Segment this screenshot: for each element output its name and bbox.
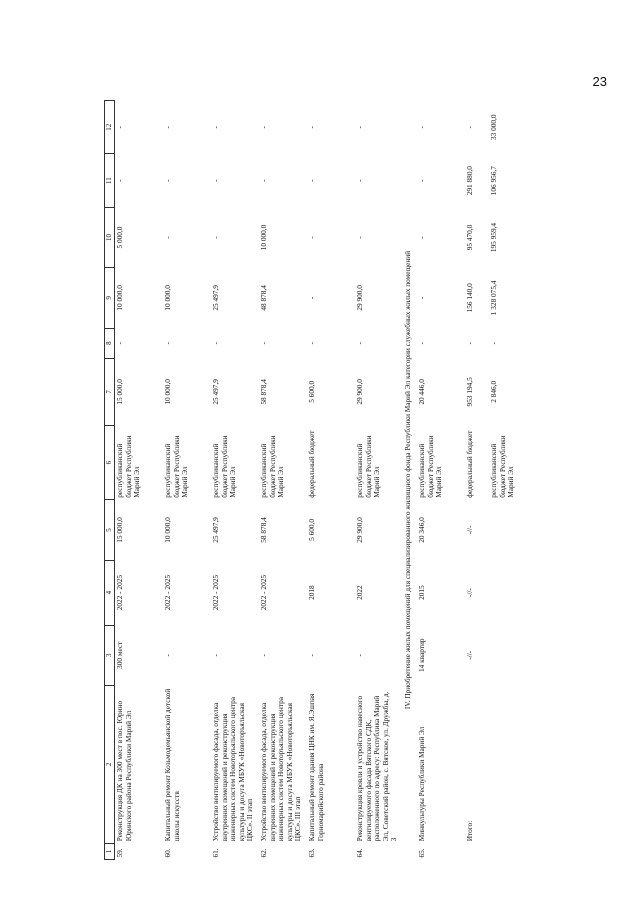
column-header: 8	[105, 328, 115, 358]
row-c10: -	[355, 236, 364, 239]
column-header: 5	[105, 500, 115, 560]
rotated-table-container	[104, 100, 529, 860]
total-c11: 106 956,7	[489, 166, 498, 196]
row-period: 2015	[417, 585, 426, 600]
row-number: 61.	[211, 848, 220, 858]
row-source: республиканский бюджет Республики Марий Эл	[417, 435, 444, 498]
total-sum: 2 846,0	[489, 380, 498, 403]
row-c9: 25 497,9	[211, 285, 220, 311]
row-c12: -	[417, 126, 426, 129]
row-c12: -	[211, 126, 220, 129]
row-source: республиканский бюджет Республики Марий Эл	[115, 435, 142, 498]
column-header: 6	[105, 426, 115, 500]
table-row	[211, 101, 259, 860]
row-name: Капитальный ремонт Козьмодемьянской детской школы искусств	[163, 688, 181, 842]
row-c11: -	[307, 179, 316, 182]
column-header: 2	[105, 685, 115, 843]
row-number: 62.	[259, 848, 268, 858]
row-cost: 29 900,0	[355, 517, 364, 543]
row-c9: 29 900,0	[355, 285, 364, 311]
total-blank	[465, 843, 489, 859]
table-row	[115, 101, 164, 860]
total-c9: 1 328 075,4	[489, 280, 498, 316]
row-capacity: -	[307, 654, 316, 657]
row-c11: -	[355, 179, 364, 182]
row-c8: -	[211, 341, 220, 345]
table-row	[307, 101, 355, 860]
column-header: 12	[105, 101, 115, 154]
total-cost: -//-	[465, 525, 474, 535]
column-header: 1	[105, 843, 115, 859]
section-title: IV. Приобретение жилых помещений для специализированного жилищного фонда Республики Марий Эл категории служебных жилых помещений	[403, 250, 412, 710]
total-source: республиканский бюджет Республики Марий Эл	[489, 435, 516, 498]
table-row	[259, 101, 307, 860]
total-row-federal	[465, 101, 489, 860]
row-total: 25 497,9	[211, 379, 220, 405]
row-cost: 20 346,0	[417, 517, 426, 543]
column-header: 3	[105, 625, 115, 685]
row-c11: -	[163, 179, 172, 182]
row-source: республиканский бюджет Республики Марий Эл	[355, 435, 382, 498]
row-c9: 10 000,0	[115, 285, 124, 311]
column-header: 11	[105, 154, 115, 207]
total-blank	[489, 625, 537, 685]
row-capacity: -	[163, 654, 172, 657]
budget-table	[104, 100, 537, 860]
total-blank	[489, 500, 537, 560]
row-capacity: -	[211, 654, 220, 657]
page-number: 23	[592, 74, 607, 89]
row-source: республиканский бюджет Республики Марий Эл	[259, 435, 286, 498]
total-row-republic	[489, 101, 537, 860]
row-c8: -	[163, 341, 172, 345]
row-name: Устройство вентилируемого фасада, отделка внутренних помещений и реконструкция инженерных систем Новоторъяльского центра культуры и досуга МБУК «Новоторъяльская ЦКС». II этап	[211, 697, 255, 842]
row-c10: -	[163, 236, 172, 239]
total-blank	[489, 685, 537, 843]
row-number: 63.	[307, 848, 316, 858]
table-row	[355, 101, 403, 860]
row-period: 2018	[307, 585, 316, 600]
column-header: 10	[105, 207, 115, 267]
row-period: 2022 - 2025	[259, 574, 268, 611]
row-c12: -	[115, 126, 124, 129]
total-c12: 33 000,0	[489, 114, 498, 141]
row-capacity: -	[259, 654, 268, 657]
row-c10: 10 000,0	[259, 224, 268, 251]
row-c8: -	[355, 341, 364, 345]
row-total: 58 878,4	[259, 379, 268, 405]
total-c10: 195 959,4	[489, 222, 498, 253]
total-c9: 156 140,0	[465, 283, 474, 313]
row-source: республиканский бюджет Республики Марий Эл	[163, 435, 190, 498]
row-c12: -	[355, 126, 364, 129]
row-c10: -	[417, 236, 426, 239]
row-total: 20 446,0	[417, 379, 426, 405]
total-sum: 953 194,5	[465, 377, 474, 407]
row-c10: 5 000,0	[115, 226, 124, 249]
row-capacity: -	[355, 654, 364, 657]
row-total: 15 000,0	[115, 379, 124, 405]
row-period: 2022 - 2025	[163, 574, 172, 611]
row-number: 59.	[115, 848, 124, 858]
total-blank	[489, 560, 537, 625]
row-c11: -	[115, 179, 124, 182]
row-total: 5 600,0	[307, 380, 316, 403]
total-capacity: -//-	[465, 650, 474, 660]
row-number: 60.	[163, 848, 172, 858]
total-c10: 95 470,0	[465, 224, 474, 251]
row-total: 29 900,0	[355, 379, 364, 405]
row-c8: -	[259, 341, 268, 345]
row-period: 2022 - 2025	[115, 574, 124, 611]
row-c12: -	[307, 126, 316, 129]
row-name: Устройство вентилируемого фасада, отделка внутренних помещений и реконструкция инженерных систем Новоторъяльского центра культуры и досуга МБУК «Новоторъяльская ЦКС». III этап	[259, 697, 303, 842]
row-cost: 10 000,0	[163, 517, 172, 543]
row-capacity: 14 квартир	[417, 638, 426, 673]
total-blank	[489, 843, 537, 859]
row-number: 64.	[355, 848, 364, 858]
row-period: 2022 - 2025	[211, 574, 220, 611]
row-c10: -	[307, 236, 316, 239]
row-c8: -	[115, 341, 124, 345]
row-c9: 48 878,4	[259, 285, 268, 311]
total-source: федеральный бюджет	[465, 430, 474, 498]
row-c8: -	[417, 341, 426, 345]
row-number: 65.	[417, 848, 426, 858]
row-c9: -	[307, 296, 316, 300]
column-header: 9	[105, 268, 115, 328]
table-row	[163, 101, 211, 860]
row-c12: -	[163, 126, 172, 129]
row-name: Реконструкция ДК на 300 мест в пос. Юрино Юринского района Республики Марий Эл	[115, 700, 133, 842]
total-c8: -	[489, 341, 498, 345]
row-cost: 15 000,0	[115, 517, 124, 543]
row-cost: 5 600,0	[307, 519, 316, 541]
total-label: Итого:	[465, 820, 474, 842]
row-name: Капитальный ремонт здания ЦНК им. Я.Эшпая Горномарийского района	[307, 693, 325, 842]
row-capacity: 300 мест	[115, 641, 124, 669]
row-c9: -	[417, 296, 426, 300]
column-number-row	[105, 101, 115, 860]
row-period: 2022	[355, 585, 364, 600]
row-c12: -	[259, 126, 268, 129]
row-name: Реконструкция кровли и устройство навесного вентилируемого фасада Вятского СДК, расположенного по адресу: Республика Марий Эл, Советский район, с. Вятское, ул. Дружбы, д. 3	[355, 691, 399, 842]
section-row	[403, 101, 417, 860]
total-c11: 291 880,0	[465, 166, 474, 196]
row-total: 10 000,0	[163, 379, 172, 405]
row-c11: -	[259, 179, 268, 182]
row-c10: -	[211, 236, 220, 239]
row-name: Минкультуры Республики Марий Эл	[417, 726, 426, 842]
row-source: республиканский бюджет Республики Марий Эл	[211, 435, 238, 498]
total-c8: -	[465, 341, 474, 345]
column-header: 7	[105, 358, 115, 425]
table-row	[417, 101, 465, 860]
row-cost: 58 878,4	[259, 517, 268, 543]
row-c9: 10 000,0	[163, 285, 172, 311]
row-source: федеральный бюджет	[307, 430, 316, 498]
row-c8: -	[307, 341, 316, 345]
total-c12: -	[465, 126, 474, 129]
row-cost: 25 497,9	[211, 517, 220, 543]
column-header: 4	[105, 560, 115, 625]
total-period: -//-	[465, 588, 474, 598]
row-c11: -	[211, 179, 220, 182]
row-c11: -	[417, 179, 426, 182]
